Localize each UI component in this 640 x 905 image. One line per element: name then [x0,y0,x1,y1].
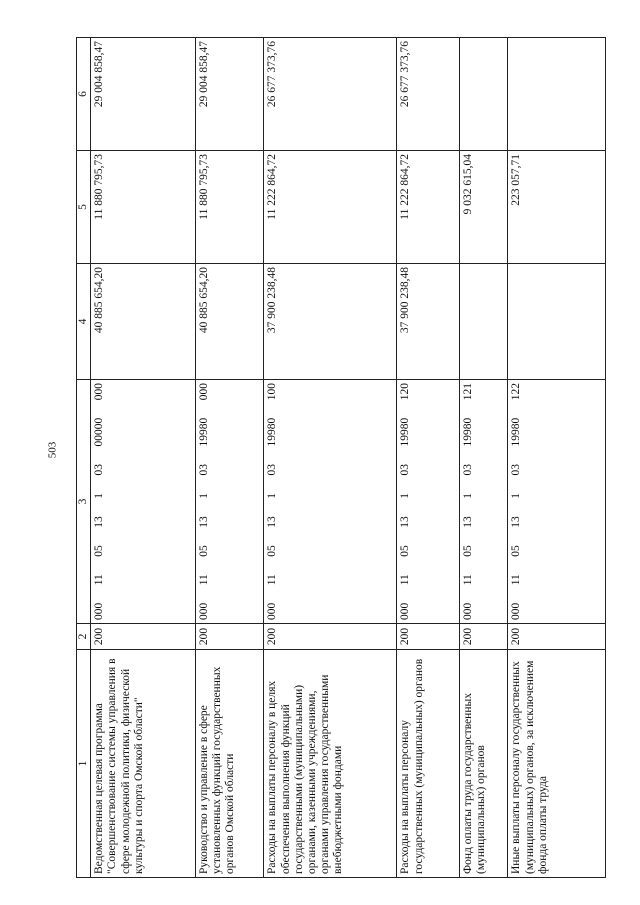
code-segment: 11 [510,574,523,586]
header-col-6: 6 [77,38,91,151]
budget-code [198,383,211,620]
desc-cell: Расходы на выплаты персоналу в целях обеспечения выполнения функций государственными (муниципальными) органами, казенными учреждениями, органами управления государственными внебюджетными фондами [264,650,397,878]
code-segment: 11 [266,574,279,586]
budget-code [510,383,523,620]
code-segment: 05 [510,545,523,557]
code-segment: 13 [93,516,106,528]
code-segment: 03 [510,464,523,476]
table-row [397,38,459,878]
rotated-table-container [76,38,606,878]
budget-code [266,383,279,620]
grbs-cell: 200 [397,624,459,650]
code-segment: 000 [461,602,474,620]
code-segment: 05 [461,545,474,557]
amount-col4-cell: 40 885 654,20 [91,264,195,380]
code-segment: 13 [197,516,210,528]
budget-table [76,37,606,878]
desc-cell: Расходы на выплаты персоналу государственных (муниципальных) органов [397,650,459,878]
desc-cell: Иные выплаты персоналу государственных (муниципальных) органов, за исключением фонда оплаты труда [508,650,606,878]
code-segment: 000 [266,602,279,620]
code-segment: 000 [197,602,210,620]
code-segment: 19980 [461,417,474,447]
amount-col5-cell: 223 057,71 [508,151,606,264]
code-segment: 03 [461,464,474,476]
code-segment: 1 [461,492,474,499]
code-segment: 000 [510,602,523,620]
code-segment: 13 [461,516,474,528]
code-segment: 1 [399,492,412,499]
code-segment: 1 [93,492,106,499]
amount-col4-cell [508,264,606,380]
code-segment: 19980 [399,417,412,447]
amount-col6-cell: 26 677 373,76 [264,38,397,151]
amount-col5-cell: 11 222 864,72 [264,151,397,264]
desc-cell: Руководство и управление в сфере установленных функций государственных органов Омской области [195,650,264,878]
code-cell [91,380,195,624]
header-col-2: 2 [77,624,91,650]
code-cell [264,380,397,624]
code-segment: 120 [399,383,412,401]
code-segment: 03 [93,464,106,476]
amount-col5-cell: 11 880 795,73 [91,151,195,264]
page-number: 503 [46,441,59,459]
desc-cell: Ведомственная целевая программа "Совершенствование системы управления в сфере молодежной политики, физической культуры и спорта Омской области" [91,650,195,878]
code-cell [459,380,508,624]
code-segment: 1 [266,492,279,499]
budget-code [399,383,412,620]
code-segment: 11 [461,574,474,586]
budget-code [462,383,475,620]
header-col-3: 3 [77,380,91,624]
code-segment: 000 [197,383,210,401]
grbs-cell: 200 [91,624,195,650]
amount-col6-cell: 26 677 373,76 [397,38,459,151]
code-segment: 03 [197,464,210,476]
grbs-cell: 200 [195,624,264,650]
code-segment: 19980 [510,417,523,447]
amount-col5-cell: 11 222 864,72 [397,151,459,264]
code-cell [397,380,459,624]
grbs-cell: 200 [264,624,397,650]
amount-col6-cell: 29 004 858,47 [195,38,264,151]
code-segment: 000 [93,383,106,401]
table-row [91,38,195,878]
amount-col5-cell: 11 880 795,73 [195,151,264,264]
code-segment: 1 [510,492,523,499]
code-cell [195,380,264,624]
grbs-cell: 200 [508,624,606,650]
amount-col6-cell: 29 004 858,47 [91,38,195,151]
amount-col6-cell [508,38,606,151]
amount-col5-cell: 9 032 615,04 [459,151,508,264]
code-segment: 05 [93,545,106,557]
code-segment: 122 [510,383,523,401]
table-row [459,38,508,878]
header-col-5: 5 [77,151,91,264]
table-row [264,38,397,878]
code-segment: 05 [399,545,412,557]
code-segment: 13 [266,516,279,528]
code-cell [508,380,606,624]
code-segment: 05 [266,545,279,557]
code-segment: 11 [197,574,210,586]
table-row [195,38,264,878]
code-segment: 000 [93,602,106,620]
header-row [77,38,91,878]
header-col-1: 1 [77,650,91,878]
code-segment: 19980 [266,417,279,447]
header-col-4: 4 [77,264,91,380]
code-segment: 100 [266,383,279,401]
amount-col4-cell: 37 900 238,48 [397,264,459,380]
code-segment: 13 [510,516,523,528]
code-segment: 05 [197,545,210,557]
table-row [508,38,606,878]
code-segment: 121 [461,383,474,401]
code-segment: 13 [399,516,412,528]
code-segment: 11 [399,574,412,586]
code-segment: 00000 [93,417,106,447]
grbs-cell: 200 [459,624,508,650]
amount-col4-cell: 37 900 238,48 [264,264,397,380]
code-segment: 11 [93,574,106,586]
code-segment: 19980 [197,417,210,447]
budget-code [93,383,106,620]
code-segment: 1 [197,492,210,499]
code-segment: 03 [266,464,279,476]
code-segment: 000 [399,602,412,620]
code-segment: 03 [399,464,412,476]
amount-col4-cell [459,264,508,380]
amount-col4-cell: 40 885 654,20 [195,264,264,380]
amount-col6-cell [459,38,508,151]
desc-cell: Фонд оплаты труда государственных (муниципальных) органов [459,650,508,878]
